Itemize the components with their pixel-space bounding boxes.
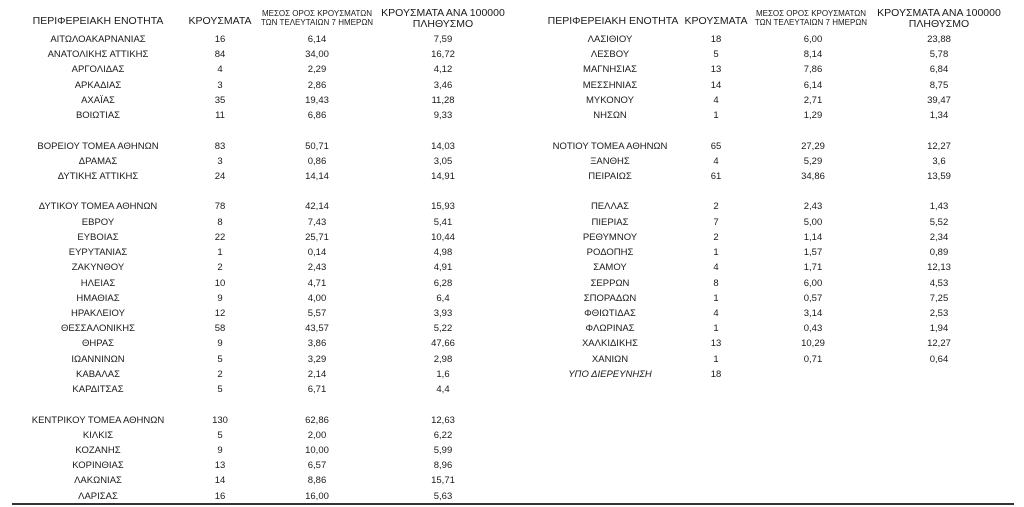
per100k-cell: 6,28 — [433, 277, 453, 289]
cases-cell: 4 — [713, 94, 719, 106]
avg-cell: 16,00 — [305, 490, 329, 502]
avg-cell: 3,86 — [307, 338, 327, 350]
table-row — [0, 32, 1024, 47]
region-cell: ΛΑΡΙΣΑΣ — [78, 490, 118, 502]
per100k-cell: 4,12 — [433, 64, 453, 76]
cases-cell: 2 — [217, 368, 223, 380]
per100k-cell: 5,22 — [433, 323, 453, 335]
cases-cell: 14 — [710, 79, 722, 91]
cases-cell: 1 — [713, 353, 719, 365]
region-cell: ΖΑΚΥΝΘΟΥ — [71, 262, 125, 274]
avg-cell: 5,57 — [307, 307, 327, 319]
right-header-cases: ΚΡΟΥΣΜΑΤΑ — [684, 15, 748, 27]
avg-cell: 6,14 — [307, 34, 327, 45]
per100k-cell: 4,4 — [436, 384, 450, 396]
region-cell: ΙΩΑΝΝΙΝΩΝ — [71, 353, 125, 365]
left-header-per100k-line1: ΚΡΟΥΣΜΑΤΑ ΑΝΑ 100000 — [381, 7, 505, 19]
per100k-cell: 47,66 — [431, 338, 455, 350]
per100k-cell: 8,75 — [929, 79, 949, 91]
per100k-cell: 1,34 — [929, 110, 949, 122]
region-cell: ΦΘΙΩΤΙΔΑΣ — [584, 307, 636, 319]
avg-cell: 34,86 — [801, 170, 825, 182]
cases-cell: 8 — [217, 216, 223, 228]
region-cell: ΥΠΟ ΔΙΕΡΕΥΝΗΣΗ — [568, 368, 652, 380]
region-cell: ΠΕΛΛΑΣ — [590, 201, 630, 213]
per100k-cell: 6,84 — [929, 64, 949, 76]
region-cell: ΑΧΑΪΑΣ — [81, 94, 115, 106]
region-cell: ΠΕΙΡΑΙΩΣ — [588, 170, 632, 182]
table-row — [0, 169, 1024, 184]
right-header-avg-line1: ΜΕΣΟΣ ΟΡΟΣ ΚΡΟΥΣΜΑΤΩΝ — [755, 9, 867, 18]
cases-cell: 1 — [713, 292, 719, 304]
region-cell: ΧΑΝΙΩΝ — [591, 353, 629, 365]
table-row — [0, 489, 1024, 504]
table-row — [0, 260, 1024, 275]
avg-cell: 2,71 — [803, 94, 823, 106]
region-cell: ΛΕΣΒΟΥ — [590, 49, 630, 61]
table-row — [0, 93, 1024, 108]
table-row — [0, 367, 1024, 382]
per100k-cell: 1,43 — [929, 201, 949, 213]
region-cell: ΑΡΚΑΔΙΑΣ — [74, 79, 122, 91]
avg-cell: 7,86 — [803, 64, 823, 76]
table-row — [0, 123, 1024, 138]
cases-cell: 2 — [713, 201, 719, 213]
per100k-cell: 12,13 — [927, 262, 951, 274]
per100k-cell: 12,27 — [927, 140, 951, 152]
avg-cell: 0,14 — [307, 247, 327, 259]
region-cell: ΚΑΡΔΙΤΣΑΣ — [72, 384, 124, 396]
region-cell: ΞΑΝΘΗΣ — [590, 155, 630, 167]
avg-cell: 0,71 — [803, 353, 823, 365]
avg-cell: 0,43 — [803, 323, 823, 335]
avg-cell: 2,29 — [307, 64, 327, 76]
cases-cell: 58 — [214, 323, 226, 335]
avg-cell: 6,14 — [803, 79, 823, 91]
avg-cell: 8,86 — [307, 475, 327, 487]
per100k-cell: 2,53 — [929, 307, 949, 319]
avg-cell: 1,14 — [803, 231, 823, 243]
region-cell: ΧΑΛΚΙΔΙΚΗΣ — [581, 338, 639, 350]
per100k-cell: 6,22 — [433, 429, 453, 441]
cases-cell: 9 — [217, 444, 223, 456]
left-header-per100k — [378, 8, 508, 30]
avg-cell: 2,43 — [307, 262, 327, 274]
avg-cell: 2,00 — [307, 429, 327, 441]
table-row — [0, 230, 1024, 245]
avg-cell: 6,86 — [307, 110, 327, 122]
avg-cell: 10,00 — [305, 444, 329, 456]
cases-cell: 12 — [214, 307, 226, 319]
region-cell: ΔΡΑΜΑΣ — [78, 155, 118, 167]
avg-cell: 2,43 — [803, 201, 823, 213]
table-row — [0, 321, 1024, 336]
avg-cell: 14,14 — [305, 170, 329, 182]
region-cell: ΡΕΘΥΜΝΟΥ — [582, 231, 638, 243]
avg-cell: 1,71 — [803, 262, 823, 274]
table-row — [0, 428, 1024, 443]
avg-cell: 2,86 — [307, 79, 327, 91]
per100k-cell: 7,25 — [929, 292, 949, 304]
per100k-cell: 2,34 — [929, 231, 949, 243]
cases-cell: 9 — [217, 338, 223, 350]
region-cell: ΗΡΑΚΛΕΙΟΥ — [71, 307, 125, 319]
table-row — [0, 473, 1024, 488]
per100k-cell: 3,6 — [932, 155, 946, 167]
region-cell: ΦΛΩΡΙΝΑΣ — [585, 323, 635, 335]
cases-cell: 4 — [217, 64, 223, 76]
region-cell: ΡΟΔΟΠΗΣ — [586, 247, 634, 259]
avg-cell: 34,00 — [305, 49, 329, 61]
cases-cell: 5 — [217, 353, 223, 365]
avg-cell: 8,14 — [803, 49, 823, 61]
cases-cell: 78 — [214, 201, 226, 213]
right-header-per100k — [874, 8, 1004, 30]
right-header-avg-line2: ΤΩΝ ΤΕΛΕΥΤΑΙΩΝ 7 ΗΜΕΡΩΝ — [754, 18, 868, 27]
cases-cell: 9 — [217, 292, 223, 304]
table-row — [0, 397, 1024, 412]
cases-cell: 4 — [713, 155, 719, 167]
cases-cell: 13 — [710, 338, 722, 350]
cases-cell: 22 — [214, 231, 226, 243]
right-header-region: ΠΕΡΙΦΕΡΕΙΑΚΗ ΕΝΟΤΗΤΑ — [547, 15, 679, 27]
table-row — [0, 458, 1024, 473]
per100k-cell: 5,78 — [929, 49, 949, 61]
left-header-cases: ΚΡΟΥΣΜΑΤΑ — [188, 15, 252, 27]
left-header-avg — [252, 9, 382, 27]
region-cell: ΑΡΓΟΛΙΔΑΣ — [71, 64, 125, 76]
region-cell: ΣΠΟΡΑΔΩΝ — [583, 292, 637, 304]
region-cell: ΕΒΡΟΥ — [81, 216, 115, 228]
per100k-cell: 4,91 — [433, 262, 453, 274]
per100k-cell: 15,93 — [431, 201, 455, 213]
region-cell: ΚΕΝΤΡΙΚΟΥ ΤΟΜΕΑ ΑΘΗΝΩΝ — [31, 414, 165, 426]
avg-cell: 2,14 — [307, 368, 327, 380]
per100k-cell: 2,98 — [433, 353, 453, 365]
per100k-cell: 3,93 — [433, 307, 453, 319]
avg-cell: 25,71 — [305, 231, 329, 243]
cases-cell: 84 — [214, 49, 226, 61]
region-cell: ΒΟΡΕΙΟΥ ΤΟΜΕΑ ΑΘΗΝΩΝ — [37, 140, 159, 152]
cases-cell: 5 — [217, 384, 223, 396]
left-header-per100k-line2: ΠΛΗΘΥΣΜΟ — [412, 18, 474, 30]
cases-cell: 3 — [217, 79, 223, 91]
cases-cell: 16 — [214, 34, 226, 45]
per100k-cell: 6,4 — [436, 292, 450, 304]
region-cell: ΝΟΤΙΟΥ ΤΟΜΕΑ ΑΘΗΝΩΝ — [552, 140, 668, 152]
avg-cell: 42,14 — [305, 201, 329, 213]
cases-cell: 8 — [713, 277, 719, 289]
per100k-cell: 7,59 — [433, 34, 453, 45]
left-header-region: ΠΕΡΙΦΕΡΕΙΑΚΗ ΕΝΟΤΗΤΑ — [32, 15, 164, 27]
avg-cell: 7,43 — [307, 216, 327, 228]
region-cell: ΘΗΡΑΣ — [81, 338, 115, 350]
cases-cell: 7 — [713, 216, 719, 228]
cases-cell: 4 — [713, 307, 719, 319]
region-cell: ΚΙΛΚΙΣ — [82, 429, 114, 441]
left-header-avg-line2: ΤΩΝ ΤΕΛΕΥΤΑΙΩΝ 7 ΗΜΕΡΩΝ — [260, 18, 374, 27]
avg-cell: 6,00 — [803, 34, 823, 45]
per100k-cell: 4,53 — [929, 277, 949, 289]
table-row — [0, 336, 1024, 351]
avg-cell: 62,86 — [305, 414, 329, 426]
avg-cell: 3,14 — [803, 307, 823, 319]
region-cell: ΑΝΑΤΟΛΙΚΗΣ ΑΤΤΙΚΗΣ — [47, 49, 149, 61]
right-header-per100k-line2: ΠΛΗΘΥΣΜΟ — [908, 18, 970, 30]
avg-cell: 1,57 — [803, 247, 823, 259]
cases-cell: 24 — [214, 170, 226, 182]
avg-cell: 0,57 — [803, 292, 823, 304]
per100k-cell: 3,46 — [433, 79, 453, 91]
region-cell: ΜΑΓΝΗΣΙΑΣ — [583, 64, 637, 76]
region-cell: ΒΟΙΩΤΙΑΣ — [75, 110, 121, 122]
region-cell: ΜΕΣΣΗΝΙΑΣ — [582, 79, 638, 91]
region-cell: ΝΗΣΩΝ — [593, 110, 627, 122]
avg-cell: 4,71 — [307, 277, 327, 289]
avg-cell: 27,29 — [801, 140, 825, 152]
region-cell: ΑΙΤΩΛΟΑΚΑΡΝΑΝΙΑΣ — [50, 34, 146, 45]
avg-cell: 0,86 — [307, 155, 327, 167]
table-row — [0, 78, 1024, 93]
per100k-cell: 10,44 — [431, 231, 455, 243]
table-row — [0, 291, 1024, 306]
cases-cell: 61 — [710, 170, 722, 182]
per100k-cell: 0,89 — [929, 247, 949, 259]
avg-cell: 19,43 — [305, 94, 329, 106]
region-cell: ΚΑΒΑΛΑΣ — [76, 368, 120, 380]
per100k-cell: 14,03 — [431, 140, 455, 152]
per100k-cell: 5,52 — [929, 216, 949, 228]
cases-cell: 65 — [710, 140, 722, 152]
cases-cell: 4 — [713, 262, 719, 274]
avg-cell: 50,71 — [305, 140, 329, 152]
table-row — [0, 199, 1024, 214]
region-cell: ΕΥΒΟΙΑΣ — [77, 231, 119, 243]
per100k-cell: 5,99 — [433, 444, 453, 456]
cases-cell: 35 — [214, 94, 226, 106]
right-header-avg — [746, 9, 876, 27]
cases-cell: 1 — [713, 247, 719, 259]
per100k-cell: 9,33 — [433, 110, 453, 122]
bottom-rule — [12, 503, 1014, 505]
cases-cell: 5 — [713, 49, 719, 61]
right-header-per100k-line1: ΚΡΟΥΣΜΑΤΑ ΑΝΑ 100000 — [877, 7, 1001, 19]
per100k-cell: 13,59 — [927, 170, 951, 182]
per100k-cell: 1,94 — [929, 323, 949, 335]
per100k-cell: 39,47 — [927, 94, 951, 106]
table-row — [0, 382, 1024, 397]
cases-cell: 11 — [215, 110, 225, 122]
cases-cell: 130 — [212, 414, 228, 426]
cases-cell: 1 — [713, 323, 719, 335]
cases-cell: 83 — [214, 140, 226, 152]
per100k-cell: 16,72 — [431, 49, 455, 61]
per100k-cell: 12,27 — [927, 338, 951, 350]
table-row — [0, 47, 1024, 62]
table-row — [0, 245, 1024, 260]
table-row — [0, 306, 1024, 321]
region-cell: ΗΛΕΙΑΣ — [80, 277, 116, 289]
region-cell: ΣΑΜΟΥ — [593, 262, 627, 274]
table-row — [0, 352, 1024, 367]
cases-cell: 18 — [710, 368, 722, 380]
cases-cell: 5 — [217, 429, 223, 441]
left-header-avg-line1: ΜΕΣΟΣ ΟΡΟΣ ΚΡΟΥΣΜΑΤΩΝ — [261, 9, 373, 18]
per100k-cell: 15,71 — [431, 475, 455, 487]
cases-cell: 14 — [214, 475, 226, 487]
per100k-cell: 0,64 — [929, 353, 949, 365]
per100k-cell: 5,63 — [433, 490, 453, 502]
per100k-cell: 8,96 — [433, 460, 453, 472]
region-cell: ΜΥΚΟΝΟΥ — [586, 94, 634, 106]
avg-cell: 43,57 — [305, 323, 329, 335]
per100k-cell: 4,98 — [433, 247, 453, 259]
table-row — [0, 108, 1024, 123]
cases-cell: 13 — [214, 460, 226, 472]
region-cell: ΣΕΡΡΩΝ — [590, 277, 630, 289]
table-row — [0, 62, 1024, 77]
cases-cell: 2 — [217, 262, 223, 274]
per100k-cell: 14,91 — [431, 170, 455, 182]
cases-cell: 10 — [214, 277, 226, 289]
cases-cell: 1 — [217, 247, 223, 259]
region-cell: ΠΙΕΡΙΑΣ — [591, 216, 629, 228]
cases-cell: 2 — [713, 231, 719, 243]
avg-cell: 3,29 — [307, 353, 327, 365]
table-row — [0, 154, 1024, 169]
avg-cell: 5,00 — [803, 216, 823, 228]
cases-cell: 18 — [710, 34, 722, 45]
region-cell: ΛΑΣΙΘΙΟΥ — [587, 34, 633, 45]
table-row — [0, 413, 1024, 428]
region-cell: ΛΑΚΩΝΙΑΣ — [74, 475, 122, 487]
region-cell: ΚΟΖΑΝΗΣ — [75, 444, 121, 456]
avg-cell: 6,00 — [803, 277, 823, 289]
per100k-cell: 11,28 — [431, 94, 455, 106]
cases-cell: 1 — [713, 110, 719, 122]
cases-cell: 3 — [217, 155, 223, 167]
region-cell: ΔΥΤΙΚΗΣ ΑΤΤΙΚΗΣ — [57, 170, 139, 182]
cases-cell: 16 — [214, 490, 226, 502]
avg-cell: 10,29 — [801, 338, 825, 350]
per100k-cell: 1,6 — [436, 368, 450, 380]
per100k-cell: 5,41 — [433, 216, 453, 228]
region-cell: ΘΕΣΣΑΛΟΝΙΚΗΣ — [61, 323, 135, 335]
table-row — [0, 215, 1024, 230]
region-cell: ΕΥΡΥΤΑΝΙΑΣ — [68, 247, 128, 259]
per100k-cell: 12,63 — [431, 414, 455, 426]
per100k-cell: 3,05 — [433, 155, 453, 167]
table-row — [0, 184, 1024, 199]
avg-cell: 4,00 — [307, 292, 327, 304]
region-cell: ΗΜΑΘΙΑΣ — [76, 292, 120, 304]
region-cell: ΔΥΤΙΚΟΥ ΤΟΜΕΑ ΑΘΗΝΩΝ — [38, 201, 158, 213]
avg-cell: 6,71 — [307, 384, 327, 396]
region-cell: ΚΟΡΙΝΘΙΑΣ — [72, 460, 124, 472]
table-row — [0, 276, 1024, 291]
table-row — [0, 139, 1024, 154]
avg-cell: 6,57 — [307, 460, 327, 472]
avg-cell: 1,29 — [803, 110, 823, 122]
table-row — [0, 443, 1024, 458]
avg-cell: 5,29 — [803, 155, 823, 167]
per100k-cell: 23,88 — [927, 34, 951, 45]
cases-cell: 13 — [710, 64, 722, 76]
